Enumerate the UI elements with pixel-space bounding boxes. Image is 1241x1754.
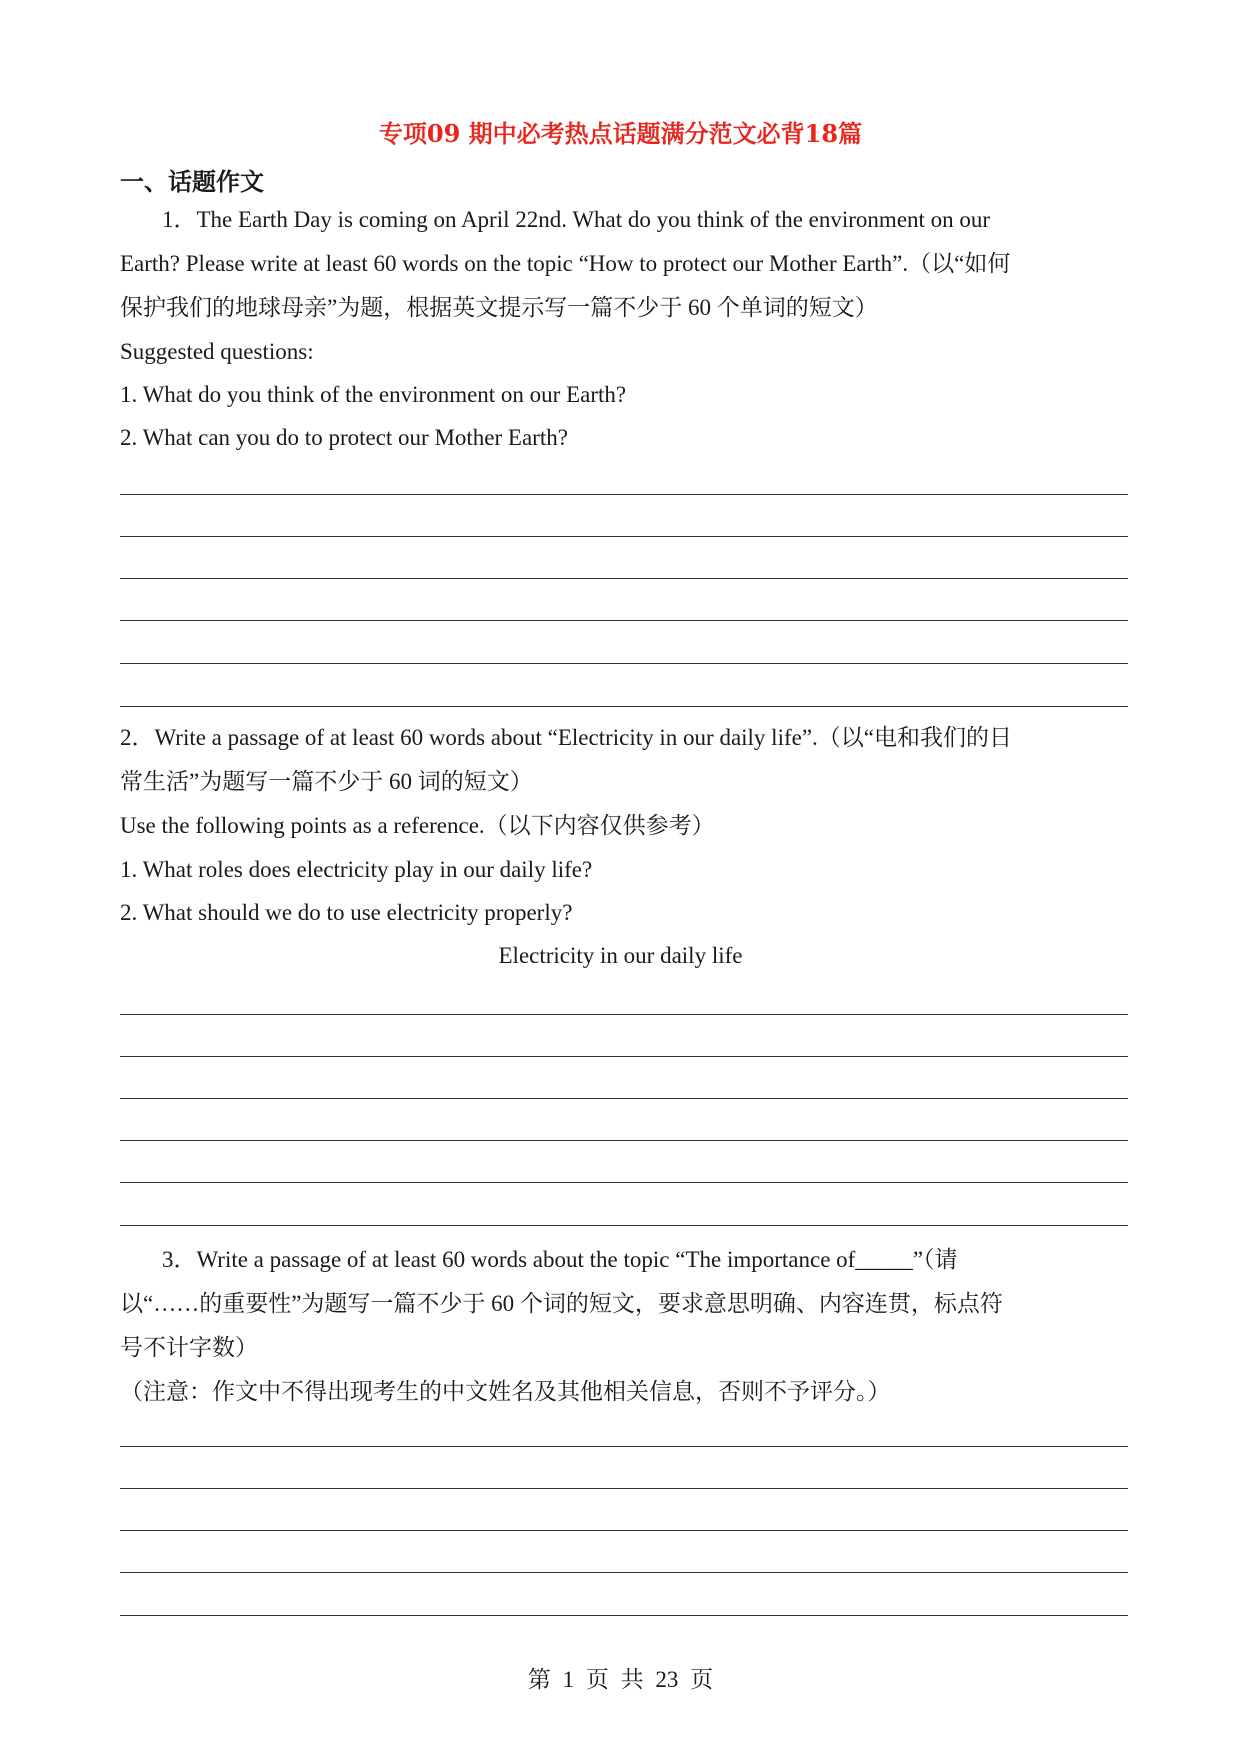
page-footer: 第 1 页 共 23 页 bbox=[527, 1667, 714, 1692]
q1-point-1: 1. What do you think of the environment on our Earth? bbox=[120, 382, 627, 407]
q1-prompt-line-1: 1．The Earth Day is coming on April 22nd. What do you think of the environment on our bbox=[162, 207, 991, 232]
q2-prompt-line-2: 常生活”为题写一篇不少于 60 词的短文） bbox=[120, 769, 533, 794]
section-heading: 一、话题作文 bbox=[120, 167, 264, 196]
q1-prompt-line-2: Earth? Please write at least 60 words on the topic “How to protect our Mother Earth”.（以“如何 bbox=[120, 251, 1011, 276]
answer-line[interactable] bbox=[120, 1098, 1128, 1099]
answer-line[interactable] bbox=[120, 536, 1128, 537]
answer-line[interactable] bbox=[120, 578, 1128, 579]
q3-prompt-line-2: 以“……的重要性”为题写一篇不少于 60 个词的短文，要求意思明确、内容连贯，标点符 bbox=[120, 1291, 1003, 1316]
q2-reference-heading: Use the following points as a reference.（以下内容仅供参考） bbox=[120, 813, 715, 838]
answer-line[interactable] bbox=[120, 494, 1128, 495]
q3-prompt-line-3: 号不计字数） bbox=[120, 1335, 258, 1360]
answer-line[interactable] bbox=[120, 1056, 1128, 1057]
answer-line[interactable] bbox=[120, 706, 1128, 707]
q2-essay-title: Electricity in our daily life bbox=[498, 943, 743, 968]
q3-prompt-line-1: 3．Write a passage of at least 60 words about the topic “The importance of_____”（请 bbox=[162, 1247, 958, 1272]
q2-point-1: 1. What roles does electricity play in our daily life? bbox=[120, 857, 593, 882]
q1-suggested-heading: Suggested questions: bbox=[120, 339, 314, 364]
q3-note: （注意：作文中不得出现考生的中文姓名及其他相关信息，否则不予评分。） bbox=[120, 1379, 891, 1404]
answer-line[interactable] bbox=[120, 1182, 1128, 1183]
answer-line[interactable] bbox=[120, 1446, 1128, 1447]
answer-line[interactable] bbox=[120, 1488, 1128, 1489]
document-title: 专项09 期中必考热点话题满分范文必背18篇 bbox=[378, 119, 863, 148]
q1-prompt-line-3: 保护我们的地球母亲”为题，根据英文提示写一篇不少于 60 个单词的短文） bbox=[120, 295, 878, 320]
q2-prompt-line-1: 2．Write a passage of at least 60 words about “Electricity in our daily life”.（以“电和我们的日 bbox=[120, 725, 1012, 750]
answer-line[interactable] bbox=[120, 1572, 1128, 1573]
q1-point-2: 2. What can you do to protect our Mother Earth? bbox=[120, 425, 568, 450]
answer-line[interactable] bbox=[120, 1530, 1128, 1531]
answer-line[interactable] bbox=[120, 1615, 1128, 1616]
answer-line[interactable] bbox=[120, 663, 1128, 664]
answer-line[interactable] bbox=[120, 1014, 1128, 1015]
answer-line[interactable] bbox=[120, 620, 1128, 621]
answer-line[interactable] bbox=[120, 1140, 1128, 1141]
q2-point-2: 2. What should we do to use electricity properly? bbox=[120, 900, 573, 925]
answer-line[interactable] bbox=[120, 1225, 1128, 1226]
